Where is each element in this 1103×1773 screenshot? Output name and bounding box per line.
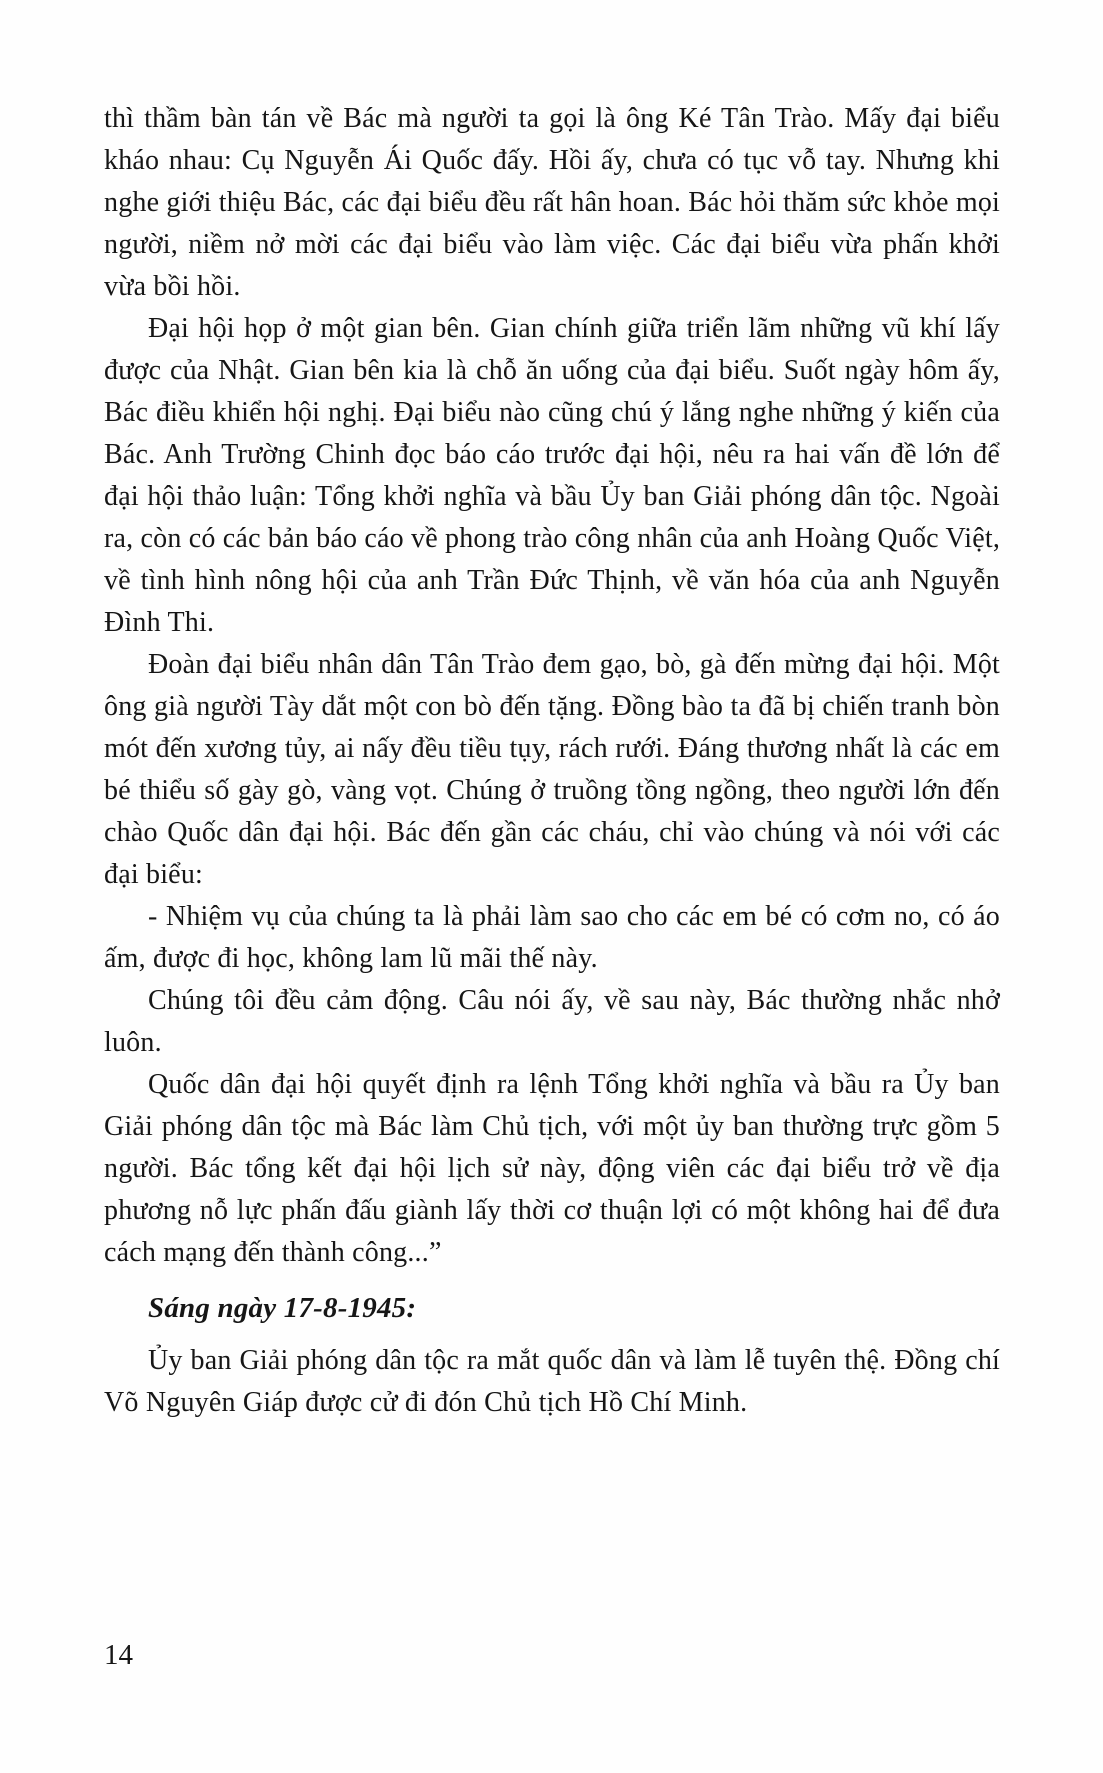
section-heading: Sáng ngày 17-8-1945: [148, 1292, 417, 1324]
page-number: 14 [104, 1639, 133, 1671]
paragraph: Chúng tôi đều cảm động. Câu nói ấy, về sau này, Bác thường nhắc nhở luôn. [104, 985, 1000, 1058]
paragraph: Đoàn đại biểu nhân dân Tân Trào đem gạo, bò, gà đến mừng đại hội. Một ông già người Tày dắt một con bò đến tặng. Đồng bào ta đã bị chiến tranh bòn mót đến xương tủy, ai nấy đều tiều tụy, rách rưới. Đáng thương nhất là các em bé thiểu số gày gò, vàng vọt. Chúng ở truồng tồng ngồng, theo người lớn đến chào Quốc dân đại hội. Bác đến gần các cháu, chỉ vào chúng và nói với các đại biểu: [104, 649, 1000, 890]
paragraph: Ủy ban Giải phóng dân tộc ra mắt quốc dân và làm lễ tuyên thệ. Đồng chí Võ Nguyên Giáp được cử đi đón Chủ tịch Hồ Chí Minh. [104, 1345, 1000, 1418]
page-body-text [104, 98, 1000, 1424]
dialogue-paragraph: - Nhiệm vụ của chúng ta là phải làm sao cho các em bé có cơm no, có áo ấm, được đi học, không lam lũ mãi thế này. [104, 901, 1000, 974]
paragraph: Đại hội họp ở một gian bên. Gian chính giữa triển lãm những vũ khí lấy được của Nhật. Gian bên kia là chỗ ăn uống của đại biểu. Suốt ngày hôm ấy, Bác điều khiển hội nghị. Đại biểu nào cũng chú ý lắng nghe những ý kiến của Bác. Anh Trường Chinh đọc báo cáo trước đại hội, nêu ra hai vấn đề lớn để đại hội thảo luận: Tổng khởi nghĩa và bầu Ủy ban Giải phóng dân tộc. Ngoài ra, còn có các bản báo cáo về phong trào công nhân của anh Hoàng Quốc Việt, về tình hình nông hội của anh Trần Đức Thịnh, về văn hóa của anh Nguyễn Đình Thi. [104, 313, 1001, 638]
paragraph: thì thầm bàn tán về Bác mà người ta gọi là ông Ké Tân Trào. Mấy đại biểu kháo nhau: Cụ Nguyễn Ái Quốc đấy. Hồi ấy, chưa có tục vỗ tay. Nhưng khi nghe giới thiệu Bác, các đại biểu đều rất hân hoan. Bác hỏi thăm sức khỏe mọi người, niềm nở mời các đại biểu vào làm việc. Các đại biểu vừa phấn khởi vừa bồi hồi. [104, 103, 1001, 302]
paragraph: Quốc dân đại hội quyết định ra lệnh Tổng khởi nghĩa và bầu ra Ủy ban Giải phóng dân tộc mà Bác làm Chủ tịch, với một ủy ban thường trực gồm 5 người. Bác tổng kết đại hội lịch sử này, động viên các đại biểu trở về địa phương nỗ lực phấn đấu giành lấy thời cơ thuận lợi có một không hai để đưa cách mạng đến thành công...” [104, 1069, 1000, 1268]
